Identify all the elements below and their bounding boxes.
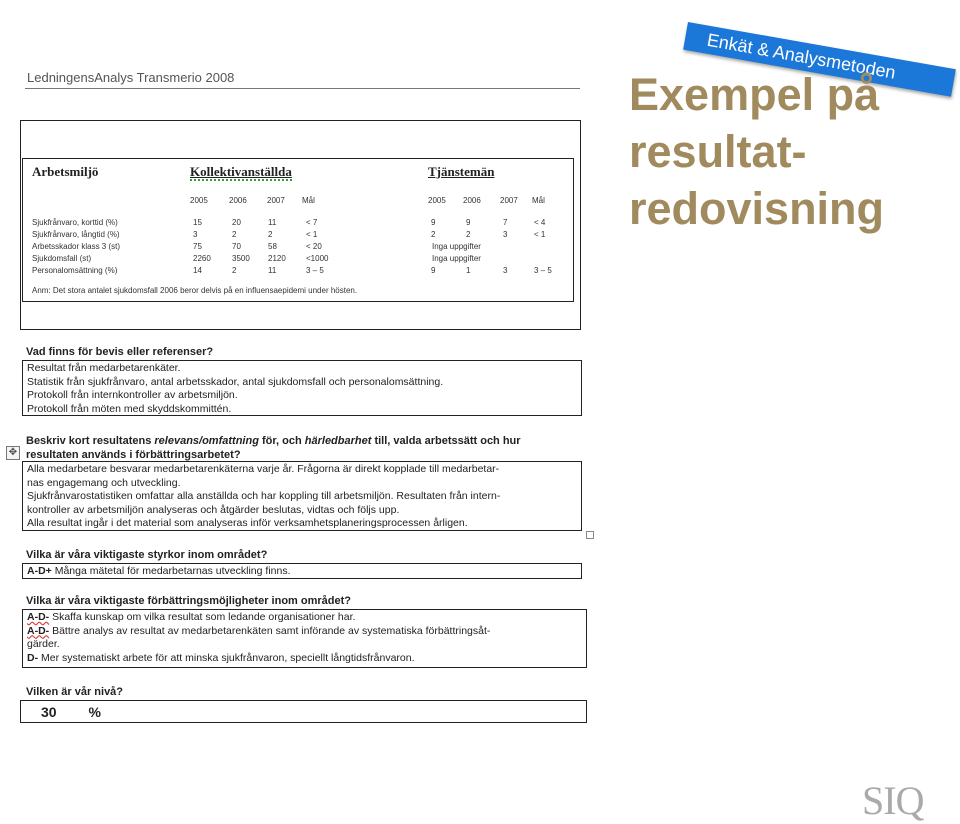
table-cell: 3 [503, 230, 508, 239]
column-header: 2007 [267, 196, 285, 205]
table-cell: < 20 [306, 242, 322, 251]
grade-prefix: D- [27, 651, 39, 664]
row-label: Arbetsskador klass 3 (st) [32, 242, 121, 251]
row-label: Sjukfrånvaro, korttid (%) [32, 218, 118, 227]
table-cell: 2 [268, 230, 273, 239]
question-improvements: Vilka är våra viktigaste förbättringsmöjligheter inom området? [26, 595, 351, 607]
column-header: 2005 [190, 196, 208, 205]
row-label: Personalomsättning (%) [32, 266, 118, 275]
siq-logo: SIQ [862, 778, 924, 823]
table-cell: 9 [431, 266, 436, 275]
table-cell: 75 [193, 242, 202, 251]
column-header: 2005 [428, 196, 446, 205]
table-cell: 3 [503, 266, 508, 275]
table-cell: Inga uppgifter [432, 242, 481, 251]
table-cell: < 4 [534, 218, 546, 227]
column-header: 2006 [229, 196, 247, 205]
table-cell: 2 [431, 230, 436, 239]
table-cell: 2 [232, 230, 237, 239]
group1-title: Kollektivanställda [190, 164, 292, 179]
table-cell: 3 – 5 [534, 266, 552, 275]
table-cell: 2 [466, 230, 471, 239]
grade-prefix: A-D- [27, 611, 50, 623]
answer-line: Protokoll från internkontroller av arbetsmiljön. [27, 389, 238, 401]
level-unit: % [88, 704, 101, 720]
answer-line: gärder. [27, 638, 60, 650]
answer-line: Alla resultat ingår i det material som analyseras inför verksamhetsplaneringsprocessen årligen. [27, 517, 468, 529]
column-header: Mål [302, 196, 315, 205]
answer-line: Resultat från medarbetarenkäter. [27, 362, 181, 374]
table-cell: 11 [268, 218, 277, 227]
table-cell: < 1 [306, 230, 318, 239]
row-label: Sjukfrånvaro, långtid (%) [32, 230, 120, 239]
answer-line: kontroller av arbetsmiljön analyseras och åtgärder beslutas, vidtas och följs upp. [27, 503, 400, 516]
answer-line: nas engagemang och utveckling. [27, 476, 181, 489]
level-value: 30 [41, 704, 57, 720]
column-header: 2006 [463, 196, 481, 205]
table-note: Anm: Det stora antalet sjukdomsfall 2006 beror delvis på en influensaepidemi under hösten. [32, 286, 358, 295]
table-cell: 2260 [193, 254, 211, 263]
table-cell: 1 [466, 266, 471, 275]
column-header: Mål [532, 196, 545, 205]
table-cell: 3 – 5 [306, 266, 324, 275]
table-cell: 7 [503, 218, 508, 227]
table-section-title: Arbetsmiljö [32, 164, 99, 179]
group2-title: Tjänstemän [428, 164, 495, 179]
grade-prefix: A-D- [27, 624, 50, 637]
answer-line: Protokoll från möten med skyddskommittén. [27, 402, 232, 415]
answer-line: Många mätetal för medarbetarnas utveckling finns. [51, 565, 291, 577]
question-evidence: Vad finns för bevis eller referenser? [26, 346, 214, 358]
table-cell: 15 [193, 218, 202, 227]
answer-line: Alla medarbetare besvarar medarbetarenkäterna varje år. Frågorna är direkt kopplade till medarbetar- [27, 463, 500, 475]
table-cell: 3 [193, 230, 198, 239]
header-divider [25, 88, 580, 89]
table-cell: 2 [232, 266, 237, 275]
table-cell: 3500 [232, 254, 250, 263]
answer-line: Mer systematiskt arbete för att minska sjukfrånvaron, speciellt långtidsfrånvaron. [38, 651, 415, 664]
grade-prefix: A-D+ [27, 565, 52, 577]
slide-title: Exempel på resultat- redovisning [629, 69, 885, 234]
table-cell: 14 [193, 266, 202, 275]
method-banner: Enkät & Analysmetoden [683, 22, 956, 97]
document-header-title: LedningensAnalys Transmerio 2008 [27, 70, 235, 85]
table-cell: <1000 [306, 254, 329, 263]
question-level: Vilken är vår nivå? [26, 686, 124, 698]
row-label: Sjukdomsfall (st) [32, 254, 92, 263]
resize-handle-icon[interactable] [586, 531, 594, 539]
answer-line: Bättre analys av resultat av medarbetarenkäten samt införande av systematiska förbättringsåt- [49, 624, 491, 637]
table-cell: 2120 [268, 254, 286, 263]
column-header: 2007 [500, 196, 518, 205]
table-cell: 70 [232, 242, 241, 251]
table-cell: 11 [268, 266, 277, 275]
answer-box-evidence[interactable] [22, 360, 582, 416]
table-cell: 9 [466, 218, 471, 227]
table-cell: 9 [431, 218, 436, 227]
table-cell: < 1 [534, 230, 546, 239]
move-handle-icon[interactable]: ✥ [6, 446, 20, 460]
answer-line: Skaffa kunskap om vilka resultat som ledande organisationer har. [49, 611, 356, 623]
answer-box-improvements[interactable] [22, 609, 587, 668]
table-cell: 20 [232, 218, 241, 227]
answer-box-level[interactable] [20, 700, 587, 723]
answer-box-strengths[interactable] [22, 563, 582, 579]
answer-line: Sjukfrånvarostatistiken omfattar alla anställda och har koppling till arbetsmiljön. Resultaten från intern- [27, 490, 501, 502]
question-strengths: Vilka är våra viktigaste styrkor inom området? [26, 549, 268, 561]
answer-box-relevance[interactable] [22, 461, 582, 531]
answer-line: Statistik från sjukfrånvaro, antal arbetsskador, antal sjukdomsfall och personalomsättning. [27, 375, 444, 388]
table-cell: 58 [268, 242, 277, 251]
table-cell: Inga uppgifter [432, 254, 481, 263]
question-relevance: Beskriv kort resultatens relevans/omfattning för, och härledbarhet till, valda arbetssätt och hur resultaten används i förbättringsarbetet? [26, 435, 521, 461]
table-cell: < 7 [306, 218, 318, 227]
